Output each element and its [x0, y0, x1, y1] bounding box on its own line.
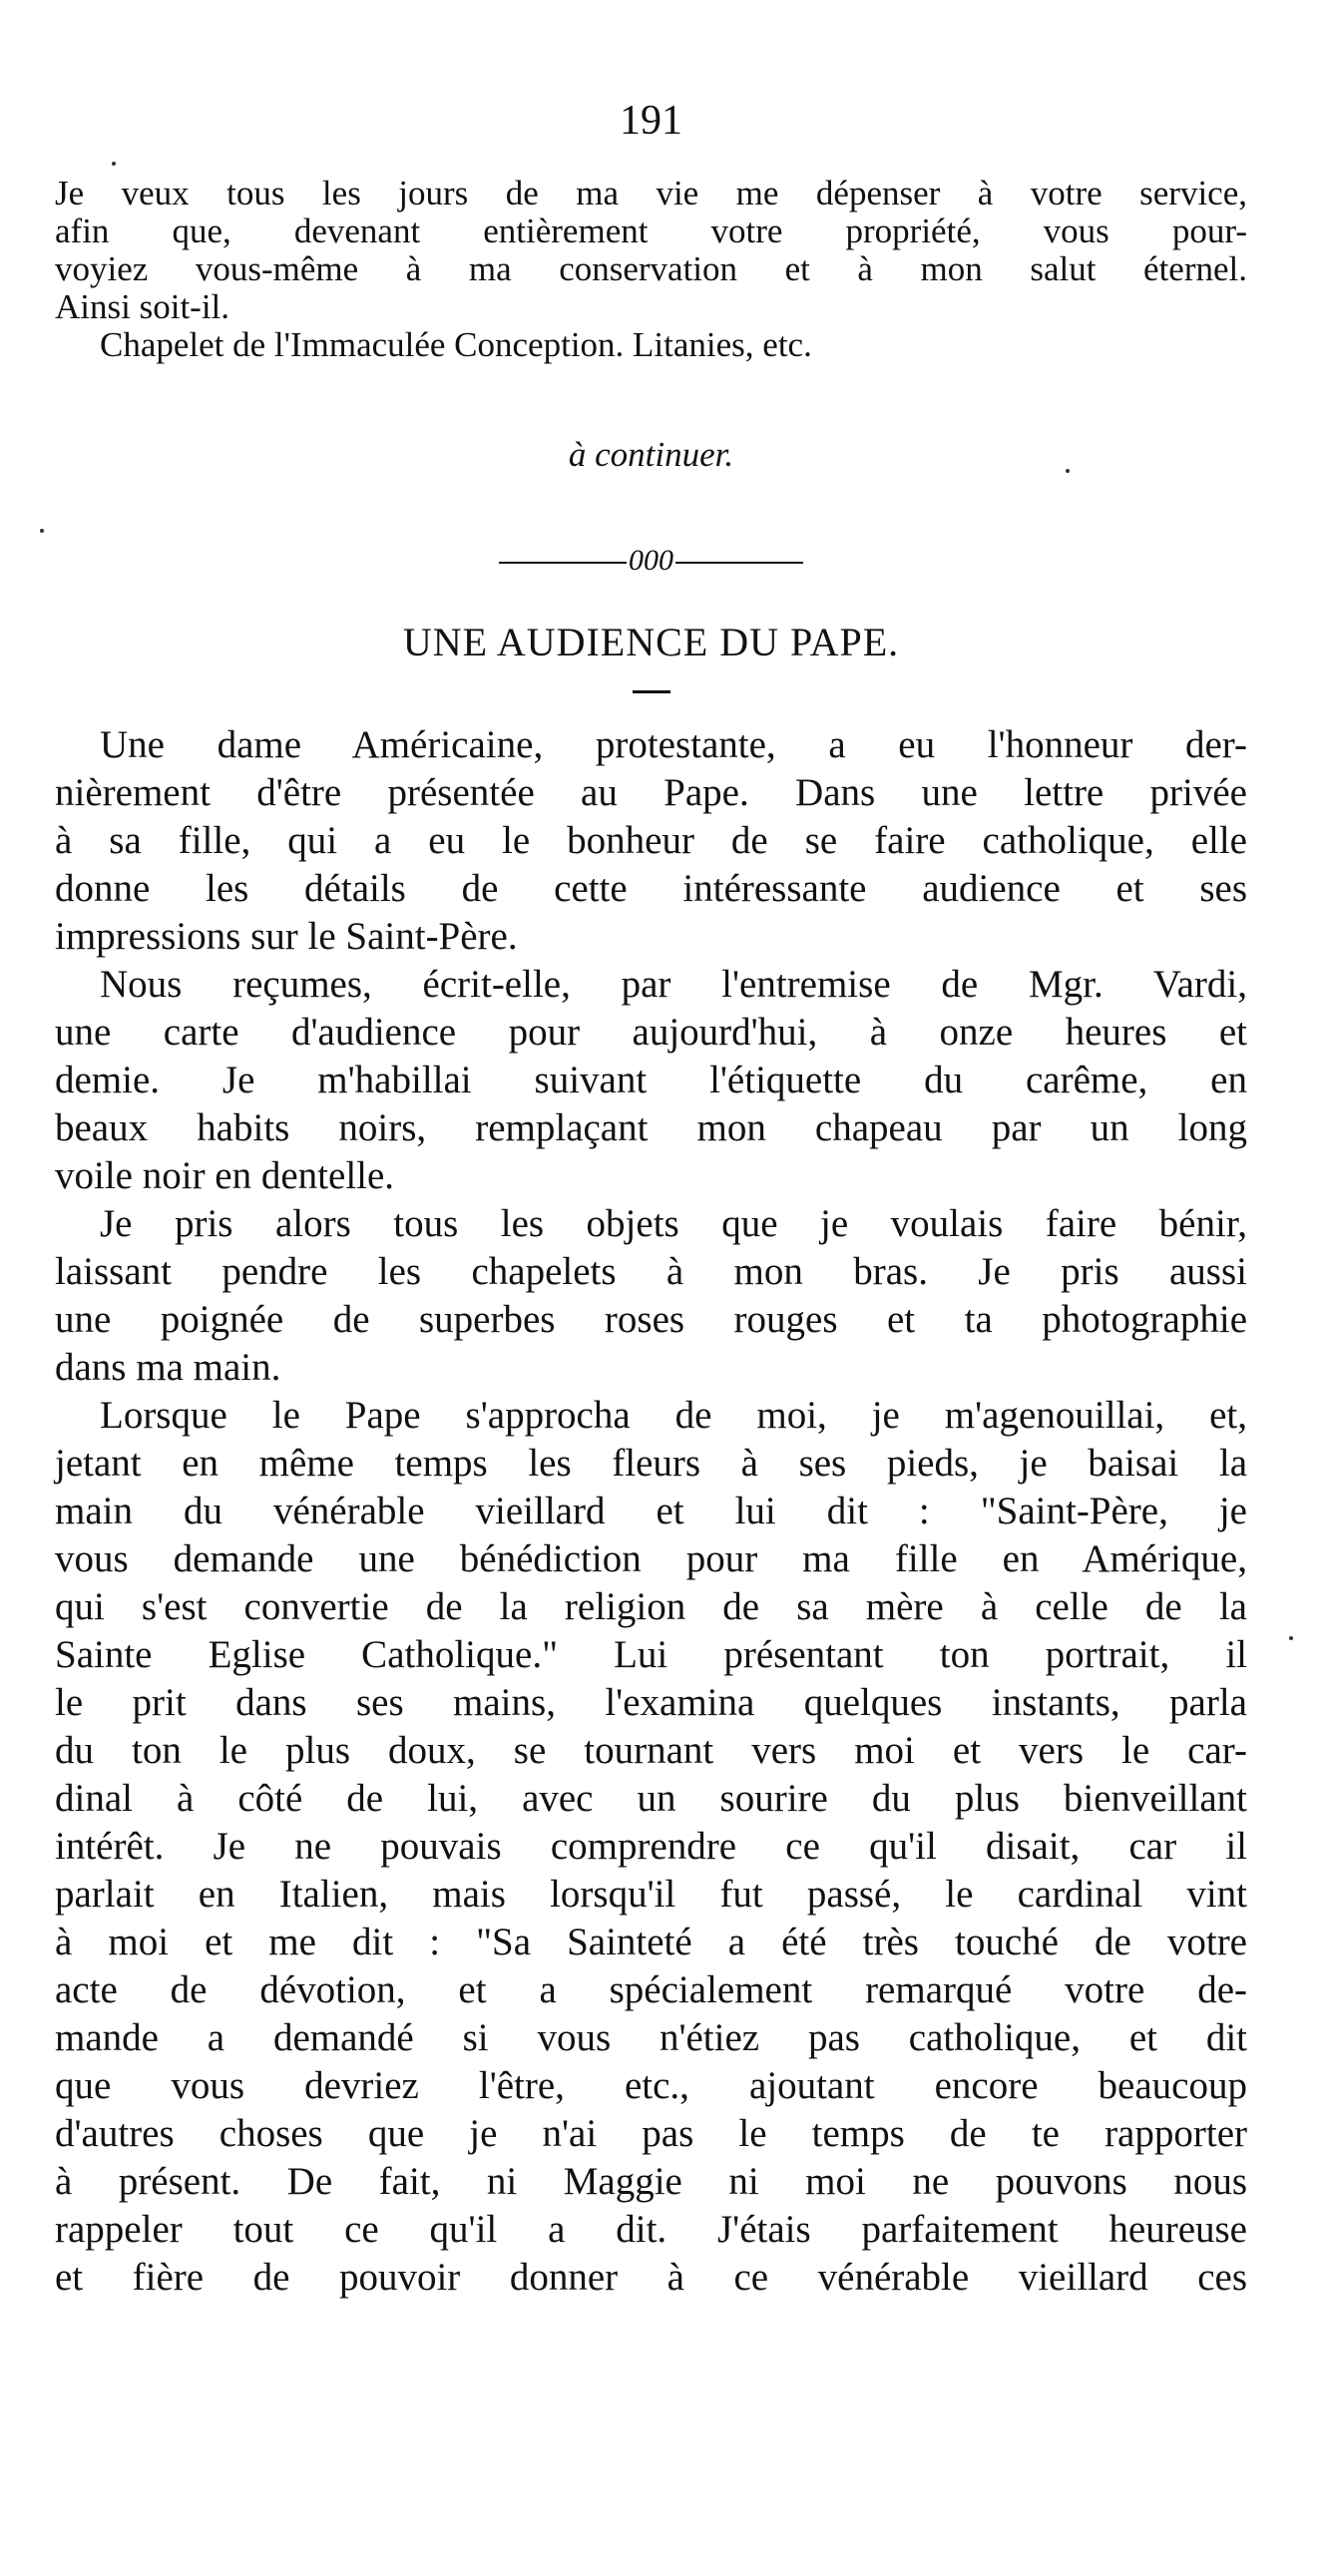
- article-line: à sa fille, qui a eu le bonheur de se faire catholique, elle: [55, 819, 1247, 862]
- article-line: d'autres choses que je n'ai pas le temps de te rapporter: [55, 2112, 1247, 2155]
- article-line: rappeler tout ce qu'il a dit. J'étais parfaitement heureuse: [55, 2208, 1247, 2251]
- article-line: acte de dévotion, et a spécialement remarqué votre de-: [55, 1968, 1247, 2011]
- separator-rule-right: [675, 562, 803, 564]
- article-line: le prit dans ses mains, l'examina quelques instants, parla: [55, 1681, 1247, 1724]
- scan-speck: [1066, 469, 1070, 473]
- article-line: vous demande une bénédiction pour ma fille en Amérique,: [55, 1537, 1247, 1580]
- article-line: nièrement d'être présentée au Pape. Dans une lettre privée: [55, 771, 1247, 814]
- article-line: Lorsque le Pape s'approcha de moi, je m'agenouillai, et,: [100, 1394, 1247, 1437]
- article-line: et fière de pouvoir donner à ce vénérable vieillard ces: [55, 2256, 1247, 2299]
- article-line: Nous reçumes, écrit-elle, par l'entremise de Mgr. Vardi,: [100, 963, 1247, 1006]
- section-separator: [55, 543, 1247, 579]
- article-line: du ton le plus doux, se tournant vers moi et vers le car-: [55, 1729, 1247, 1772]
- article-line: voile noir en dentelle.: [55, 1154, 395, 1197]
- article-line: une carte d'audience pour aujourd'hui, à onze heures et: [55, 1011, 1247, 1054]
- prayer-section: [55, 175, 1247, 364]
- prayer-line: Je veux tous les jours de ma vie me dépenser à votre service,: [55, 174, 1247, 213]
- article-line: parlait en Italien, mais lorsqu'il fut passé, le cardinal vint: [55, 1873, 1247, 1916]
- article-line: mande a demandé si vous n'étiez pas catholique, et dit: [55, 2016, 1247, 2059]
- article-body: [55, 721, 1247, 2302]
- article-line: à moi et me dit : "Sa Sainteté a été très touché de votre: [55, 1921, 1247, 1963]
- article-line: qui s'est convertie de la religion de sa mère à celle de la: [55, 1585, 1247, 1628]
- document-page: [55, 95, 1247, 2302]
- article-line: dans ma main.: [55, 1346, 281, 1389]
- scan-speck: [1289, 1636, 1293, 1640]
- prayer-line: Ainsi soit-il.: [55, 287, 230, 326]
- prayer-line: afin que, devenant entièrement votre propriété, vous pour-: [55, 212, 1247, 250]
- article-line: Je pris alors tous les objets que je voulais faire bénir,: [100, 1202, 1247, 1245]
- prayer-closing-line: Chapelet de l'Immaculée Conception. Litanies, etc.: [100, 325, 812, 364]
- separator-rule-left: [499, 562, 627, 564]
- prayer-line: voyiez vous-même à ma conservation et à mon salut éternel.: [55, 249, 1247, 288]
- article-line: que vous devriez l'être, etc., ajoutant encore beaucoup: [55, 2064, 1247, 2107]
- article-line: Une dame Américaine, protestante, a eu l'honneur der-: [100, 723, 1247, 766]
- article-line: jetant en même temps les fleurs à ses pieds, je baisai la: [55, 1442, 1247, 1485]
- article-line: donne les détails de cette intéressante audience et ses: [55, 867, 1247, 910]
- article-title: UNE AUDIENCE DU PAPE.: [402, 620, 900, 664]
- scan-speck: [40, 529, 44, 533]
- article-line: main du vénérable vieillard et lui dit : "Saint-Père, je: [55, 1490, 1247, 1532]
- article-paragraph: [55, 1200, 1247, 1392]
- page-number: 191: [620, 98, 682, 144]
- article-paragraph: [55, 721, 1247, 961]
- article-line: beaux habits noirs, remplaçant mon chapeau par un long: [55, 1106, 1247, 1149]
- article-paragraph: [55, 1392, 1247, 2302]
- article-line: dinal à côté de lui, avec un sourire du plus bienveillant: [55, 1777, 1247, 1820]
- separator-text: 000: [629, 544, 673, 577]
- article-line: Sainte Eglise Catholique." Lui présentant ton portrait, il: [55, 1633, 1247, 1676]
- article-line: intérêt. Je ne pouvais comprendre ce qu'il disait, car il: [55, 1825, 1247, 1868]
- article-line: demie. Je m'habillai suivant l'étiquette du carême, en: [55, 1059, 1247, 1101]
- article-line: impressions sur le Saint-Père.: [55, 915, 518, 958]
- article-line: à présent. De fait, ni Maggie ni moi ne pouvons nous: [55, 2160, 1247, 2203]
- continuation-note: à continuer.: [568, 435, 734, 474]
- title-rule: [633, 690, 670, 693]
- article-line: laissant pendre les chapelets à mon bras. Je pris aussi: [55, 1250, 1247, 1293]
- article-paragraph: [55, 961, 1247, 1200]
- article-line: une poignée de superbes roses rouges et ta photographie: [55, 1298, 1247, 1341]
- scan-speck: [112, 162, 116, 166]
